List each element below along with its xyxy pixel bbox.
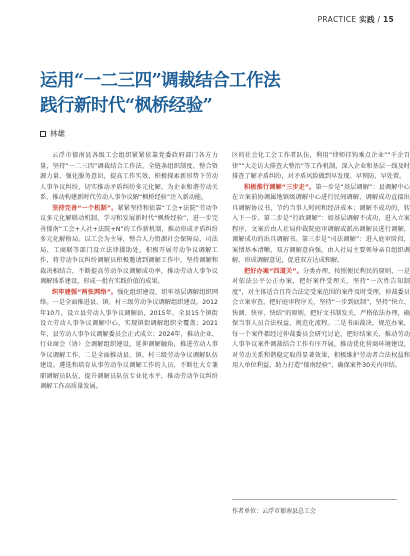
page-number: 15 <box>382 15 394 24</box>
right-heading-1: 积极推行调解“三步走”。 <box>244 183 316 191</box>
title-line-2: 践行新时代“枫桥经验” <box>40 96 213 116</box>
left-paragraph-2-body: 紧紧坚持和依靠“工会+法院”劳动争议多元化解联动机制，学习和发展新时代“枫桥经验”，进一步完善郁南“工会+人社+法院+N”的工作新机制，推动形成矛盾纠纷多元化解格局。以工会为主导，整合人力资源社会保障局、司法局、工商联等部门设立法律援助处，积极开展劳动争议调解工作，将劳动争议纠纷调解员积极邀请到调解工作中，坚持调解和裁决相结合，不断提高劳动争议调解成功率，推动劳动人事争议调解体系建设，形成一批有实践价值的成果。 <box>40 204 218 285</box>
right-heading-2: 把好办案“四道关”。 <box>244 267 303 275</box>
title-line-1: 运用“一二三四”调裁结合工作法 <box>40 71 281 91</box>
right-paragraph-2 <box>232 183 410 267</box>
right-paragraph-1: 区的社会化工会工作者队伍，利用“律师挂钩乘点企业”“千企百律”“大走访大排查大整治”等工作机制，深入企业和基层一线及时排查了解矛盾纠纷，对矛盾风险做到早发现、早预防、早处置。 <box>232 152 410 180</box>
article-title <box>40 69 370 119</box>
author-name: 林雄 <box>50 129 65 138</box>
header-separator: / <box>377 15 381 24</box>
left-paragraph-1: 云浮市郁南县各级工会组织紧紧依靠党委政府部门各方力量，坚持“一二三四”调裁结合工作法，全链条组织制度、整合资源力量、强化服务意识，提高工作实效，积极探索新形势下劳动人事争议纠纷，切实推动矛盾纠纷多元化解，为企业和谐劳动关系，推动构建新时代劳动人事争议解“枫桥经验”注入新动能。 <box>40 152 218 201</box>
author-line <box>40 128 65 139</box>
left-heading-2: 织牢建强“两张网络”。 <box>52 288 118 296</box>
left-paragraph-3-body: 强化组织建设，织牢基层调解组织网络。一是全面推进县、镇、村三级劳动争议调解组织建设。2012年10月，设立县劳动人事争议调解站，2015年，全县15个镇街设立劳动人事争议调解中心，实现镇街调解组织全覆盖；2021年，县劳动人事争议调解委员会正式成立；2024年，推动企业、行业商会（协）会调解组织建设，延伸调解触角，推进劳动人事争议调解工作。二是全面推动县、镇、村三级劳动争议调解队伍建设。遴选和培育从事劳动争议调解工作的人员，不断壮大专兼职调解员队伍，提升调解员队伍专业化水平，推动劳动争议纠纷调解工作高质量发展。 <box>40 288 219 390</box>
right-paragraph-3 <box>232 267 410 372</box>
left-paragraph-2 <box>40 204 218 288</box>
header-section: 实践 <box>359 15 375 24</box>
right-paragraph-3-body: 分类办理，按照便民利民的原则，一是对依法公平公正办案，把好案件受理关，坚持“一次性告知制度”，对主体适合且符合法定受案范围的案件及时受理，仲裁委员会立案审查，把好庭审程序关，坚持“一步到底制”，坚持“快立、快调、快审、快结”的原则，把好文书制发关，严格依法办理，确保当事人员合法权益，规范化流程。二是书面裁决，规范办案，每一个案件都经过仲裁委员会研究讨论，把好结案关，推动劳动人事争议案件调裁结合工作有序开展，推动优化营商环境建设，对劳动关系和谐稳定取得显著效果，积极维护劳动者合法权益和用人单位利益，助力打造“郁南经验”，确保案件30天内审结。 <box>232 267 410 369</box>
left-heading-1: 坚持完善“一个机制”。 <box>52 204 118 212</box>
footnote-divider <box>232 499 397 500</box>
right-paragraph-2-body: 第一步是“基层调解”：县调解中心在立案前协调属地镇级调解中心进行民间调解，调解成功直接出具调解协议书，节约当事人时间和经济成本；调解不成功的，转入下一步。第二步是“行政调解”：如基层调解不成功，进入立案程序，文案后由人社局仲裁院庭审调解或派出调解员进行调解，调解成功的出具调解书。第三步是“司法调解”：进入庭审阶段，案情基本清晰，双方调解意向强，由人社局主要领导亲自组织调解，形成调解意见，促进双方达成和解。 <box>232 183 410 264</box>
header-label: PRACTICE <box>317 15 357 24</box>
left-paragraph-3 <box>40 288 218 393</box>
right-column <box>232 151 410 372</box>
author-square-icon <box>40 131 46 137</box>
footnote: 作者单位：云浮市郁南县总工会 <box>232 508 317 515</box>
running-header <box>318 14 394 25</box>
left-column <box>40 151 218 393</box>
